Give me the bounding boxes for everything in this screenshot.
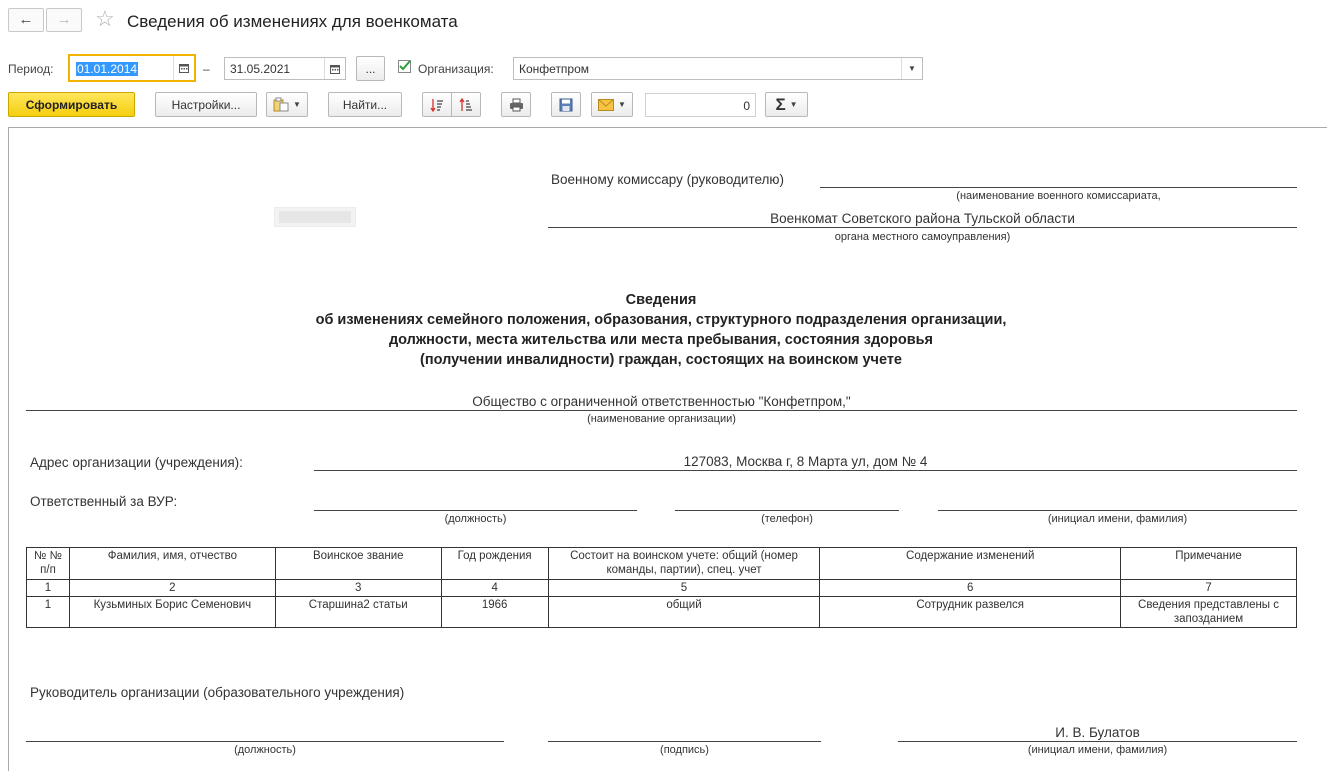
- find-button[interactable]: Найти...: [328, 92, 402, 117]
- page-title: Сведения об изменениях для военкомата: [127, 12, 458, 31]
- sort-ascending-icon: [430, 98, 444, 112]
- number-cell: 2: [69, 580, 275, 597]
- position-caption: (должность): [444, 513, 507, 525]
- manager-position-caption: (должность): [234, 744, 296, 756]
- changes-table: [26, 547, 1297, 628]
- organization-value: Конфетпром: [519, 62, 590, 76]
- registration-cell[interactable]: общий: [548, 597, 820, 628]
- date-from-field[interactable]: [68, 54, 196, 82]
- commissariat-caption: (наименование военного комиссариата,: [956, 190, 1161, 202]
- sort-descending-icon: [459, 98, 473, 112]
- header-cell: Состоит на воинском учете: общий (номер команды, партии), спец. учет: [548, 548, 820, 580]
- checkmark-icon: [398, 59, 411, 72]
- arrow-left-icon: ←: [18, 11, 34, 28]
- changes-cell[interactable]: Сотрудник развелся: [820, 597, 1121, 628]
- number-cell: 6: [820, 580, 1121, 597]
- organization-full-name: Общество с ограниченной ответственностью "Конфетпром,": [472, 394, 851, 409]
- position-line: [314, 510, 637, 511]
- number-cell: 1: [27, 580, 70, 597]
- signature-line: [548, 741, 821, 742]
- envelope-icon: [598, 99, 614, 111]
- favorite-star-icon[interactable]: ☆: [95, 6, 115, 31]
- organization-line: [26, 410, 1297, 411]
- address-value: 127083, Москва г, 8 Марта ул, дом № 4: [683, 454, 928, 469]
- to-commissar-label: Военному комиссару (руководителю): [551, 172, 785, 187]
- sum-value: 0: [743, 99, 750, 113]
- arrow-right-icon: →: [56, 11, 72, 28]
- save-button[interactable]: [551, 92, 581, 117]
- number-cell: 4: [441, 580, 548, 597]
- organization-label: Организация:: [418, 62, 494, 76]
- number-cell: 5: [548, 580, 820, 597]
- sigma-icon: Σ: [775, 94, 786, 114]
- commissar-line: [820, 187, 1297, 188]
- heading-line: Сведения: [625, 292, 697, 308]
- back-button[interactable]: [8, 8, 44, 32]
- variants-button[interactable]: [266, 92, 308, 117]
- report-variants-icon: [273, 97, 289, 112]
- sort-ascending-button[interactable]: [422, 92, 452, 117]
- local-gov-caption: органа местного самоуправления): [834, 231, 1011, 243]
- table-header-row: [27, 548, 1297, 580]
- sum-mode-button[interactable]: [765, 92, 808, 117]
- period-select-button[interactable]: ...: [356, 56, 385, 81]
- header-cell: Год рождения: [441, 548, 548, 580]
- generate-button[interactable]: Сформировать: [8, 92, 135, 117]
- initials-caption: (инициал имени, фамилия): [1047, 513, 1188, 525]
- initials-line: [938, 510, 1297, 511]
- print-button[interactable]: [501, 92, 531, 117]
- chevron-down-icon: ▼: [293, 100, 301, 109]
- heading-line: (получении инвалидности) граждан, состоящих на воинском учете: [420, 352, 902, 368]
- date-separator: –: [203, 62, 210, 76]
- address-label: Адрес организации (учреждения):: [30, 455, 243, 470]
- floppy-disk-icon: [559, 98, 573, 112]
- commissariat-name: Военкомат Советского района Тульской области: [770, 211, 1075, 226]
- report-heading: [160, 290, 1162, 370]
- row-number-cell[interactable]: 1: [27, 597, 70, 628]
- header-cell: Содержание изменений: [820, 548, 1121, 580]
- organization-caption: (наименование организации): [587, 413, 736, 425]
- heading-line: об изменениях семейного положения, образования, структурного подразделения организации,: [315, 312, 1007, 328]
- organization-checkbox[interactable]: [398, 60, 411, 73]
- send-email-button[interactable]: [591, 92, 633, 117]
- date-from-value: 01.01.2014: [77, 62, 138, 76]
- number-cell: 7: [1121, 580, 1297, 597]
- date-to-value: 31.05.2021: [230, 62, 291, 76]
- manager-name: И. В. Булатов: [1055, 725, 1140, 740]
- table-row[interactable]: [27, 597, 1297, 628]
- manager-initials-line: [898, 741, 1297, 742]
- header-cell: Примечание: [1121, 548, 1297, 580]
- number-cell: 3: [275, 580, 441, 597]
- chevron-down-icon: ▼: [618, 100, 626, 109]
- calendar-icon[interactable]: [173, 56, 194, 80]
- organization-select[interactable]: [513, 57, 923, 80]
- sort-descending-button[interactable]: [451, 92, 481, 117]
- birth-year-cell[interactable]: 1966: [441, 597, 548, 628]
- signature-caption: (подпись): [660, 744, 709, 756]
- manager-initials-caption: (инициал имени, фамилия): [1027, 744, 1168, 756]
- printer-icon: [509, 98, 524, 112]
- phone-caption: (телефон): [761, 513, 813, 525]
- period-label: Период:: [8, 62, 54, 76]
- commissariat-line: [548, 227, 1297, 228]
- header-cell: Воинское звание: [275, 548, 441, 580]
- sum-field: [645, 93, 756, 117]
- chevron-down-icon[interactable]: ▼: [901, 58, 922, 79]
- table-number-row: [27, 580, 1297, 597]
- placeholder-box: [274, 207, 356, 227]
- note-cell[interactable]: Сведения представлены с запозданием: [1121, 597, 1297, 628]
- calendar-icon[interactable]: [324, 58, 345, 79]
- chevron-down-icon: ▼: [789, 100, 798, 109]
- heading-line: должности, места жительства или места пребывания, состояния здоровья: [388, 332, 934, 348]
- responsible-label: Ответственный за ВУР:: [30, 494, 178, 509]
- manager-position-line: [26, 741, 504, 742]
- forward-button[interactable]: [46, 8, 82, 32]
- address-line: [314, 470, 1297, 471]
- phone-line: [675, 510, 899, 511]
- header-cell: № № п/п: [27, 548, 70, 580]
- rank-cell[interactable]: Старшина2 статьи: [275, 597, 441, 628]
- date-to-field[interactable]: [224, 57, 346, 80]
- settings-button[interactable]: Настройки...: [155, 92, 257, 117]
- full-name-cell[interactable]: Кузьминых Борис Семенович: [69, 597, 275, 628]
- manager-label: Руководитель организации (образовательного учреждения): [30, 685, 405, 700]
- header-cell: Фамилия, имя, отчество: [69, 548, 275, 580]
